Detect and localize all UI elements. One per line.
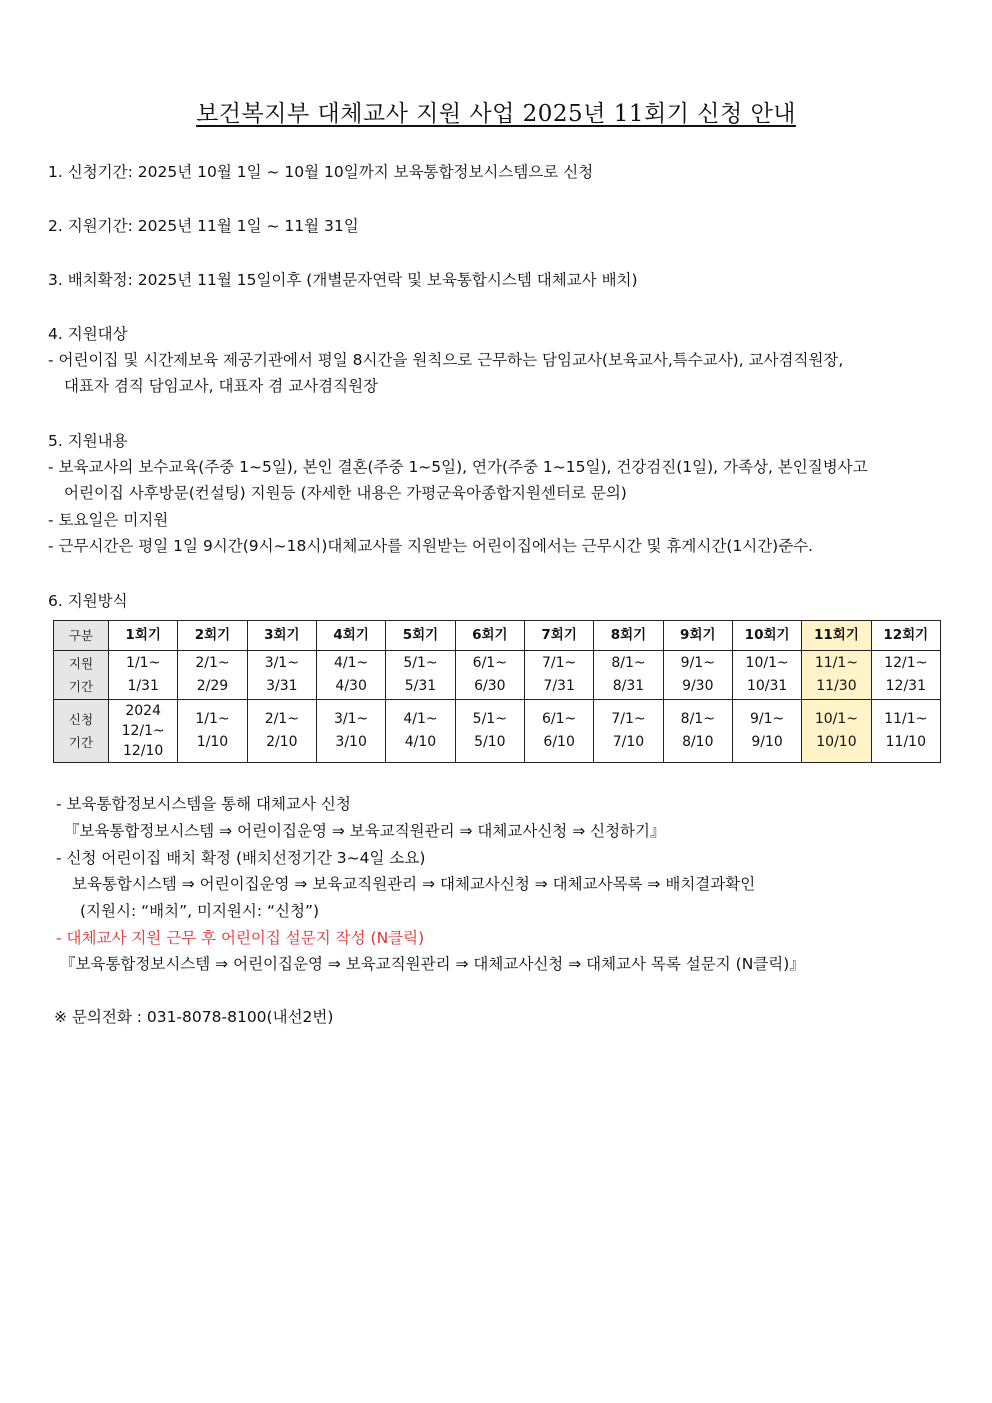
round-header: 10회기	[732, 621, 801, 651]
round-header: 12회기	[871, 621, 940, 651]
support-cell: 1/1~ 1/31	[109, 651, 178, 700]
note-survey-path: 『보육통합정보시스템 ⇒ 어린이집운영 ⇒ 보육교직원관리 ⇒ 대체교사신청 ⇒ 대체교사 목록 설문지 (N클릭)』	[60, 955, 805, 973]
section-content-line-4: - 근무시간은 평일 1일 9시간(9시~18시)대체교사를 지원받는 어린이집에서는 근무시간 및 휴게시간(1시간)준수.	[48, 537, 814, 555]
application-period-label: 신청 기간	[54, 700, 109, 763]
application-period-row	[54, 700, 941, 763]
section-content-line-1: - 보육교사의 보수교육(주중 1~5일), 본인 결혼(주중 1~5일), 연가(주중 1~15일), 건강검진(1일), 가족상, 본인질병사고	[48, 458, 868, 476]
support-period-row	[54, 651, 941, 700]
application-cell: 11/1~ 11/10	[871, 700, 940, 763]
round-header: 7회기	[524, 621, 593, 651]
section-placement: 3. 배치확정: 2025년 11월 15일이후 (개별문자연락 및 보육통합시스템 대체교사 배치)	[48, 271, 638, 289]
round-header: 3회기	[247, 621, 316, 651]
support-cell: 2/1~ 2/29	[178, 651, 247, 700]
round-header-highlighted: 11회기	[802, 621, 871, 651]
section-target-line-2: 대표자 겸직 담임교사, 대표자 겸 교사겸직원장	[64, 377, 379, 395]
application-cell: 2/1~ 2/10	[247, 700, 316, 763]
note-apply-via-system: - 보육통합정보시스템을 통해 대체교사 신청	[56, 795, 351, 813]
section-content-title: 5. 지원내용	[48, 432, 128, 450]
section-content-line-2: 어린이집 사후방문(컨설팅) 지원등 (자세한 내용은 가평군육아종합지원센터로 문의)	[64, 484, 627, 502]
support-cell-highlighted: 11/1~ 11/30	[802, 651, 871, 700]
application-cell: 4/1~ 4/10	[386, 700, 455, 763]
support-cell: 10/1~ 10/31	[732, 651, 801, 700]
section-target-line-1: - 어린이집 및 시간제보육 제공기관에서 평일 8시간을 원칙으로 근무하는 담임교사(보육교사,특수교사), 교사겸직원장,	[48, 351, 844, 369]
support-cell: 7/1~ 7/31	[524, 651, 593, 700]
table-corner-cell: 구분	[54, 621, 109, 651]
application-cell-highlighted: 10/1~ 10/10	[802, 700, 871, 763]
round-header: 8회기	[594, 621, 663, 651]
document-title: 보건복지부 대체교사 지원 사업 2025년 11회기 신청 안내	[196, 101, 796, 127]
section-method-title: 6. 지원방식	[48, 592, 128, 610]
application-cell: 9/1~ 9/10	[732, 700, 801, 763]
support-cell: 8/1~ 8/31	[594, 651, 663, 700]
support-cell: 9/1~ 9/30	[663, 651, 732, 700]
round-header: 5회기	[386, 621, 455, 651]
section-support-period: 2. 지원기간: 2025년 11월 1일 ~ 11월 31일	[48, 217, 359, 235]
note-placement-status: (지원시: “배치”, 미지원시: “신청”)	[80, 902, 320, 920]
round-header: 1회기	[109, 621, 178, 651]
table-header-row	[54, 621, 941, 651]
application-cell: 6/1~ 6/10	[524, 700, 593, 763]
application-cell: 1/1~ 1/10	[178, 700, 247, 763]
support-cell: 6/1~ 6/30	[455, 651, 524, 700]
round-header: 4회기	[316, 621, 385, 651]
support-period-label: 지원 기간	[54, 651, 109, 700]
section-target-title: 4. 지원대상	[48, 325, 128, 343]
contact-phone: ※ 문의전화 : 031-8078-8100(내선2번)	[54, 1008, 334, 1026]
support-cell: 3/1~ 3/31	[247, 651, 316, 700]
section-application-period: 1. 신청기간: 2025년 10월 1일 ~ 10월 10일까지 보육통합정보시스템으로 신청	[48, 163, 594, 181]
note-survey: - 대체교사 지원 근무 후 어린이집 설문지 작성 (N클릭)	[56, 929, 425, 947]
round-header: 2회기	[178, 621, 247, 651]
application-cell: 3/1~ 3/10	[316, 700, 385, 763]
note-placement-confirm: - 신청 어린이집 배치 확정 (배치선정기간 3~4일 소요)	[56, 849, 426, 867]
note-apply-path: 『보육통합정보시스템 ⇒ 어린이집운영 ⇒ 보육교직원관리 ⇒ 대체교사신청 ⇒ 신청하기』	[64, 822, 666, 840]
note-placement-path: 보육통합시스템 ⇒ 어린이집운영 ⇒ 보육교직원관리 ⇒ 대체교사신청 ⇒ 대체교사목록 ⇒ 배치결과확인	[72, 875, 756, 893]
schedule-table	[53, 620, 941, 763]
application-cell: 7/1~ 7/10	[594, 700, 663, 763]
application-cell: 8/1~ 8/10	[663, 700, 732, 763]
support-cell: 4/1~ 4/30	[316, 651, 385, 700]
application-cell: 2024 12/1~ 12/10	[109, 700, 178, 763]
application-cell: 5/1~ 5/10	[455, 700, 524, 763]
round-header: 9회기	[663, 621, 732, 651]
support-cell: 12/1~ 12/31	[871, 651, 940, 700]
support-cell: 5/1~ 5/31	[386, 651, 455, 700]
round-header: 6회기	[455, 621, 524, 651]
section-content-line-3: - 토요일은 미지원	[48, 511, 169, 529]
